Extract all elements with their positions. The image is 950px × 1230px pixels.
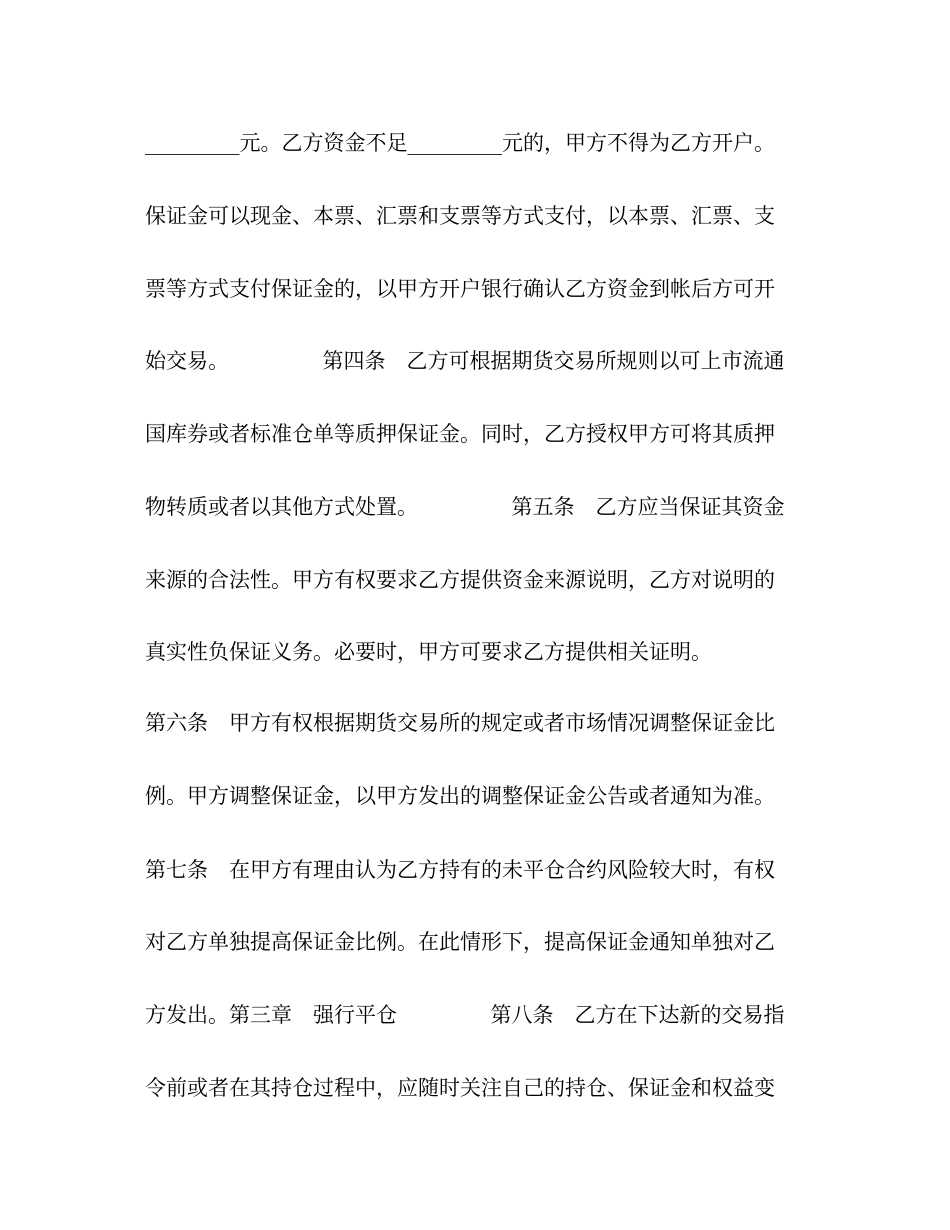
text-line: 票等方式支付保证金的，以甲方开户银行确认乙方资金到帐后方可开 [145,277,775,301]
text-line: 对乙方单独提高保证金比例。在此情形下，提高保证金通知单独对乙 [145,930,775,954]
text-line: 真实性负保证义务。必要时，甲方可要求乙方提供相关证明。 [145,640,712,664]
text-line: _________元。乙方资金不足_________元的，甲方不得为乙方开户。 [145,131,775,155]
text-line: 令前或者在其持仓过程中，应随时关注自己的持仓、保证金和权益变 [145,1076,775,1100]
text-line: 物转质或者以其他方式处置。 第五条 乙方应当保证其资金 [145,495,785,519]
text-line: 始交易。 第四条 乙方可根据期货交易所规则以可上市流通 [145,349,785,373]
text-line: 保证金可以现金、本票、汇票和支票等方式支付，以本票、汇票、支 [145,204,775,228]
text-line: 来源的合法性。甲方有权要求乙方提供资金来源说明，乙方对说明的 [145,568,775,592]
text-line: 第七条 在甲方有理由认为乙方持有的未平仓合约风险较大时，有权 [145,858,775,882]
text-line: 例。甲方调整保证金，以甲方发出的调整保证金公告或者通知为准。 [145,784,775,808]
text-line: 国库券或者标准仓单等质押保证金。同时，乙方授权甲方可将其质押 [145,422,775,446]
text-line: 方发出。第三章 强行平仓 第八条 乙方在下达新的交易指 [145,1003,785,1027]
text-line: 第六条 甲方有权根据期货交易所的规定或者市场情况调整保证金比 [145,711,775,735]
